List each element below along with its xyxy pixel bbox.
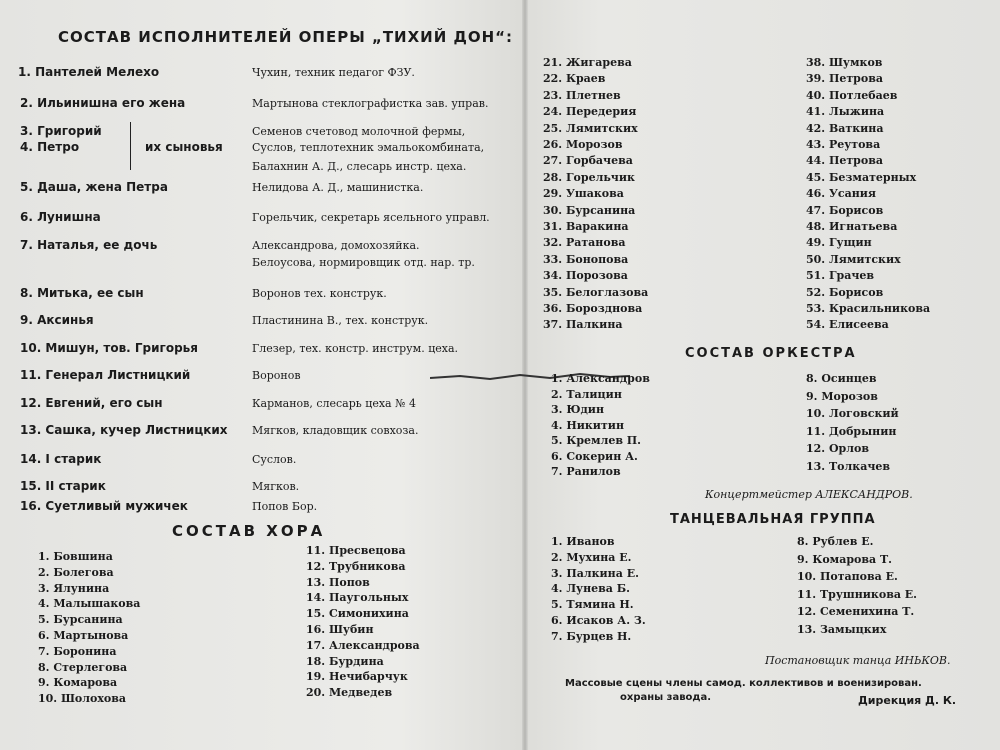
dance-member: 7. Бурцев Н. (551, 629, 632, 643)
choir-member: 20. Медведев (306, 686, 393, 700)
choir-member: 19. Нечибарчук (306, 670, 408, 684)
cast-actor: Воронов тех. конструк. (252, 287, 387, 300)
choir-member: 48. Игнатьева (806, 220, 898, 233)
orchestra-member: 10. Логовский (806, 407, 899, 420)
choir-member: 26. Морозов (543, 138, 623, 151)
choir-member: 24. Передерия (543, 105, 637, 119)
cast-role: 8. Митька, ее сын (20, 286, 144, 300)
dance-member: 13. Замыцких (797, 622, 887, 636)
dance-member: 3. Палкина Е. (551, 566, 639, 580)
choir-member: 2. Болегова (38, 565, 114, 579)
choir-member: 28. Горельчик (543, 170, 635, 184)
choir-member: 42. Ваткина (806, 121, 884, 135)
choir-member: 38. Шумков (806, 56, 883, 69)
cast-actor: Глезер, тех. констр. инструм. цеха. (252, 342, 459, 355)
dance-title: ТАНЦЕВАЛЬНАЯ ГРУППА (670, 512, 876, 527)
orchestra-member: 8. Осинцев (806, 372, 877, 385)
choir-member: 44. Петрова (806, 154, 883, 168)
orchestra-member: 1. Александров (551, 372, 650, 385)
choir-member: 53. Красильникова (806, 302, 931, 315)
choir-member: 11. Пресвецова (306, 544, 406, 557)
choir-title: СОСТАВ ХОРА (172, 522, 326, 540)
choir-member: 36. Борозднова (543, 302, 643, 315)
cast-actor: Мартынова стеклографистка зав. управ. (252, 97, 489, 110)
choir-member: 17. Александрова (306, 638, 420, 652)
dance-member: 11. Трушникова Е. (797, 587, 918, 601)
orchestra-member: 12. Орлов (806, 442, 869, 455)
choir-member: 39. Петрова (806, 72, 883, 86)
orchestra-title: СОСТАВ ОРКЕСТРА (685, 346, 857, 361)
choir-member: 8. Стерлегова (38, 660, 128, 674)
cast-role: 11. Генерал Листницкий (20, 368, 191, 382)
footer-line-1: Массовые сцены члены самод. коллективов и военизирован. (565, 678, 922, 689)
orchestra-member: 2. Талицин (551, 387, 622, 401)
cast-actor: Мягков. (252, 480, 300, 493)
dance-member: 4. Лунева Б. (551, 582, 630, 596)
cast-actor: Суслов, теплотехник эмальокомбината, (252, 141, 485, 154)
cast-role: 13. Сашка, кучер Листницких (20, 423, 228, 437)
cast-actor: Белоусова, нормировщик отд. нар. тр. (252, 256, 475, 269)
choir-member: 51. Грачев (806, 269, 875, 283)
cast-role: 5. Даша, жена Петра (20, 180, 168, 194)
choir-member: 6. Мартынова (38, 629, 129, 642)
choir-member: 12. Трубникова (306, 559, 406, 573)
cast-role: 6. Лунишна (20, 210, 101, 224)
cast-role: 3. Григорий (20, 124, 102, 138)
choir-member: 50. Лямитских (806, 252, 901, 266)
choir-member: 30. Бурсанина (543, 203, 636, 217)
choir-member: 54. Елисеева (806, 318, 889, 332)
orchestra-member: 5. Кремлев П. (551, 434, 642, 447)
sons-brace (130, 122, 132, 170)
cast-role: 4. Петро (20, 140, 80, 154)
choir-member: 41. Лыжина (806, 105, 885, 119)
choir-member: 47. Борисов (806, 203, 884, 217)
cast-actor: Балахнин А. Д., слесарь инстр. цеха. (252, 160, 467, 173)
orchestra-member: 6. Сокерин А. (551, 449, 638, 463)
cast-role: 14. I старик (20, 452, 102, 466)
choir-member: 21. Жигарева (543, 56, 632, 69)
choir-member: 52. Борисов (806, 285, 884, 299)
footer-line-2: охраны завода. (620, 692, 712, 703)
choir-member: 18. Бурдина (306, 654, 384, 668)
cast-role: 16. Суетливый мужичек (20, 499, 188, 513)
cast-actor: Карманов, слесарь цеха № 4 (252, 397, 417, 410)
choreographer-credit: Постановщик танца ИНЬКОВ. (765, 654, 951, 667)
choir-member: 16. Шубин (306, 623, 374, 636)
choir-member: 22. Краев (543, 72, 606, 86)
choir-member: 7. Боронина (38, 644, 117, 658)
cast-role: 15. II старик (20, 479, 106, 493)
cast-actor: Александрова, домохозяйка. (252, 239, 420, 252)
choir-member: 34. Порозова (543, 269, 628, 283)
cast-actor: Чухин, техник педагог ФЗУ. (252, 66, 415, 79)
choir-member: 49. Гущин (806, 236, 872, 250)
dance-member: 12. Семенихина Т. (797, 605, 915, 618)
choir-member: 9. Комарова (38, 676, 118, 690)
cast-role: 12. Евгений, его сын (20, 396, 163, 410)
choir-member: 25. Лямитских (543, 121, 638, 135)
dance-member: 5. Тямина Н. (551, 598, 634, 612)
choir-member: 13. Попов (306, 575, 370, 589)
choir-member: 45. Безматерных (806, 170, 917, 184)
choir-member: 10. Шолохова (38, 692, 127, 706)
cast-actor: Суслов. (252, 453, 297, 466)
cast-role: 7. Наталья, ее дочь (20, 238, 158, 252)
choir-member: 27. Горбачева (543, 154, 633, 168)
choir-member: 5. Бурсанина (38, 613, 123, 627)
cast-title: СОСТАВ ИСПОЛНИТЕЛЕЙ ОПЕРЫ „ТИХИЙ ДОН“: (58, 28, 514, 46)
cast-role: 9. Аксинья (20, 313, 94, 327)
choir-member: 14. Паугольных (306, 591, 409, 605)
choir-member: 40. Потлебаев (806, 88, 898, 102)
choir-member: 35. Белоглазова (543, 285, 649, 299)
dance-member: 10. Потапова Е. (797, 570, 898, 583)
choir-member: 23. Плетнев (543, 88, 621, 102)
orchestra-member: 11. Добрынин (806, 424, 897, 438)
directorate-sign: Дирекция Д. К. (858, 694, 957, 707)
choir-member: 46. Усания (806, 187, 877, 201)
orchestra-member: 3. Юдин (551, 403, 605, 416)
cast-actor: Воронов (252, 369, 301, 382)
sons-label: их сыновья (145, 140, 223, 154)
choir-member: 31. Варакина (543, 220, 629, 233)
cast-actor: Семенов счетовод молочной фермы, (252, 125, 466, 138)
cast-role: 10. Мишун, тов. Григорья (20, 341, 198, 355)
orchestra-member: 9. Морозов (806, 389, 878, 403)
choir-member: 33. Бонопова (543, 252, 629, 266)
choir-member: 43. Реутова (806, 138, 881, 151)
choir-member: 37. Палкина (543, 318, 623, 332)
cast-role: 1. Пантелей Мелехо (18, 65, 160, 79)
choir-member: 4. Малышакова (38, 597, 141, 611)
dance-member: 1. Иванов (551, 535, 615, 548)
dance-member: 9. Комарова Т. (797, 552, 892, 566)
cast-actor: Мягков, кладовщик совхоза. (252, 424, 419, 437)
cast-actor: Нелидова А. Д., машинистка. (252, 181, 424, 194)
cast-actor: Пластинина В., тех. конструк. (252, 314, 429, 327)
choir-member: 3. Ялунина (38, 581, 110, 595)
cast-role: 2. Ильинишна его жена (20, 96, 186, 110)
dance-member: 8. Рублев Е. (797, 535, 874, 548)
cast-actor: Горельчик, секретарь ясельного управл. (252, 211, 490, 224)
dance-member: 2. Мухина Е. (551, 550, 632, 564)
orchestra-member: 4. Никитин (551, 418, 624, 432)
choir-member: 29. Ушакова (543, 187, 624, 201)
orchestra-member: 7. Ранилов (551, 465, 621, 478)
cast-actor: Попов Бор. (252, 500, 318, 513)
choir-member: 32. Ратанова (543, 236, 626, 250)
concertmaster-credit: Концертмейстер АЛЕКСАНДРОВ. (705, 488, 913, 501)
dance-member: 6. Исаков А. З. (551, 614, 646, 627)
orchestra-member: 13. Толкачев (806, 459, 891, 473)
choir-member: 15. Симонихина (306, 607, 409, 621)
choir-member: 1. Бовшина (38, 550, 113, 563)
